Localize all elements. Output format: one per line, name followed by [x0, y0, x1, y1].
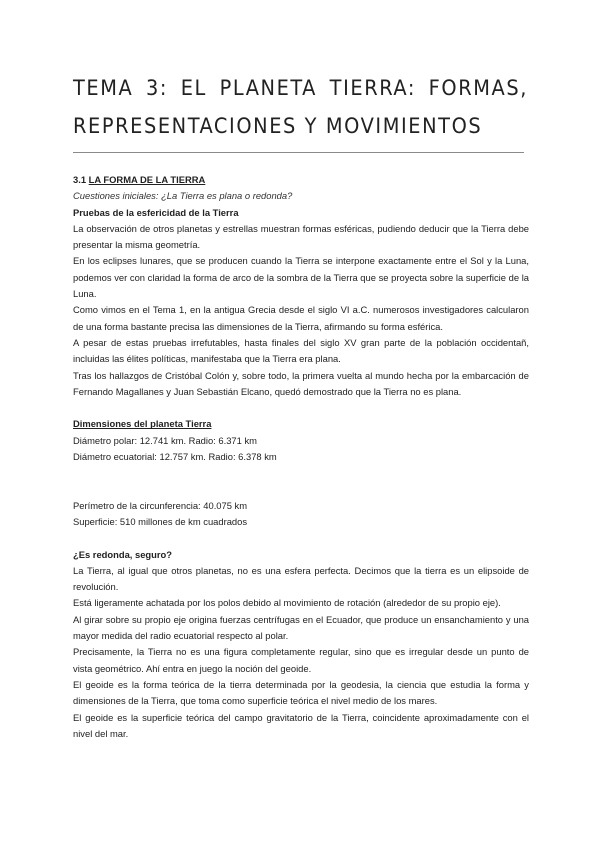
initial-questions: Cuestiones iniciales: ¿La Tierra es plana o redonda? [73, 190, 293, 202]
dimensions-heading: Dimensiones del planeta Tierra [73, 418, 212, 430]
paragraph: Precisamente, la Tierra no es una figura completamente regular, sino que es irregular desde un punto de vista geométrico. Ahí entra en juego la noción del geoide. [73, 646, 529, 674]
paragraph: Tras los hallazgos de Cristóbal Colón y, sobre todo, la primera vuelta al mundo hecha por la embarcación de Fernando Magallanes y Juan Sebastián Elcano, quedó demostrado que la Tierra no es plana. [73, 369, 529, 397]
document-body [73, 172, 529, 742]
paragraph: La Tierra, al igual que otros planetas, no es una esfera perfecta. Decimos que la tierra es un elipsoide de revolución. [73, 564, 529, 593]
paragraph: El geoide es la forma teórica de la tierra determinada por la geodesia, la ciencia que estudia la forma y dimensiones de la Tierra, que toma como superficie teórica el nivel medio de los mares. [73, 678, 529, 707]
paragraph: En los eclipses lunares, que se producen cuando la Tierra se interpone exactamente entre el Sol y la Luna, podemos ver con claridad la forma de arco de la sombra de la Tierra que se proyecta sobre la superficie de la Luna. [73, 255, 529, 300]
proofs-heading: Pruebas de la esfericidad de la Tierra [73, 206, 239, 218]
dimension-line: Perímetro de la circunferencia: 40.075 km [73, 499, 248, 511]
round-heading: ¿Es redonda, seguro? [73, 548, 172, 560]
paragraph: El geoide es la superficie teórica del campo gravitatorio de la Tierra, coincidente aproximadamente con el nivel del mar. [73, 711, 529, 739]
spacer [73, 400, 529, 416]
title-divider [73, 152, 524, 153]
dimension-line: Diámetro polar: 12.741 km. Radio: 6.371 km [73, 434, 257, 446]
section-title: LA FORMA DE LA TIERRA [88, 174, 206, 185]
section-heading [73, 172, 529, 188]
paragraph: La observación de otros planetas y estrellas muestran formas esféricas, pudiendo deducir que la Tierra debe presentar la misma geometría. [73, 222, 529, 251]
page-title: TEMA 3: EL PLANETA TIERRA: FORMAS, REPRESENTACIONES Y MOVIMIENTOS [73, 76, 528, 139]
spacer [73, 482, 529, 498]
paragraph: Como vimos en el Tema 1, en la antigua Grecia desde el siglo VI a.C. numerosos investigadores calcularon de una forma bastante precisa las dimensiones de la Tierra, afirmando su forma esférica. [73, 304, 529, 332]
paragraph: Está ligeramente achatada por los polos debido al movimiento de rotación (alrededor de su propio eje). [73, 597, 501, 609]
section-number: 3.1 [73, 174, 87, 185]
paragraph: A pesar de estas pruebas irrefutables, hasta finales del siglo XV gran parte de la población occidentañ, incluidas las élites políticas, manifestaba que la Tierra era plana. [73, 336, 529, 365]
paragraph: Al girar sobre su propio eje origina fuerzas centrífugas en el Ecuador, que produce un ensanchamiento y una mayor medida del radio ecuatorial respecto al polar. [73, 613, 529, 642]
spacer [73, 465, 529, 481]
spacer [73, 530, 529, 546]
dimension-line: Superficie: 510 millones de km cuadrados [73, 515, 248, 527]
dimension-line: Diámetro ecuatorial: 12.757 km. Radio: 6.378 km [73, 451, 277, 463]
